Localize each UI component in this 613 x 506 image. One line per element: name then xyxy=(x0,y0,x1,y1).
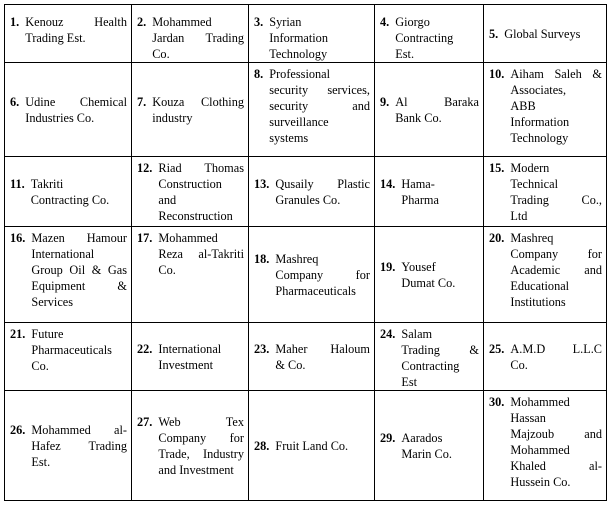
entry-number: 11. xyxy=(10,176,25,191)
company-name-line: Trading Est. xyxy=(25,31,86,45)
companies-table-body xyxy=(5,5,607,501)
company-name-line: Technical xyxy=(510,177,558,191)
entry-number: 9. xyxy=(380,94,390,109)
company-name-line: Company for xyxy=(510,247,602,261)
entry-number: 1. xyxy=(10,15,20,29)
company-name xyxy=(31,230,127,310)
table-row xyxy=(5,391,607,501)
entry-number: 28. xyxy=(254,438,270,453)
table-cell xyxy=(5,391,132,501)
company-name-line: Est xyxy=(401,375,418,389)
company-name-line: Information xyxy=(269,31,328,45)
company-name-line: Kouza Clothing xyxy=(152,94,244,109)
entry-number: 29. xyxy=(380,430,396,445)
company-name-line: ABB xyxy=(510,99,536,113)
entry-number: 3. xyxy=(254,15,264,29)
company-name-line: Global Surveys xyxy=(504,26,581,41)
table-cell xyxy=(132,5,249,63)
company-name-line: Contracting xyxy=(401,359,460,373)
company-name xyxy=(395,14,479,62)
table-row xyxy=(5,157,607,227)
table-cell xyxy=(5,63,132,157)
entry-number: 2. xyxy=(137,15,147,29)
table-cell xyxy=(132,63,249,157)
company-name-line: Marin Co. xyxy=(401,446,452,461)
table-cell xyxy=(249,157,375,227)
company-name-line: Yousef xyxy=(401,259,436,274)
company-name xyxy=(275,251,370,299)
company-name xyxy=(401,430,479,462)
company-name-line: Pharma xyxy=(401,192,439,207)
table-row xyxy=(5,63,607,157)
company-name-line: Future xyxy=(31,327,64,341)
table-row xyxy=(5,323,607,391)
entry-number: 22. xyxy=(137,341,153,356)
company-name xyxy=(504,26,602,42)
table-cell xyxy=(132,391,249,501)
company-name-line: Co. xyxy=(510,357,528,372)
company-name-line: International xyxy=(158,341,222,356)
company-name xyxy=(25,94,127,126)
table-cell xyxy=(5,157,132,227)
entry-number: 8. xyxy=(254,67,264,81)
table-cell xyxy=(484,323,607,391)
entry-number: 12. xyxy=(137,161,153,175)
company-name xyxy=(401,259,479,291)
table-cell xyxy=(132,227,249,323)
company-name-line: industry xyxy=(152,110,193,125)
entry-number: 14. xyxy=(380,176,396,191)
company-name-line: Mohammed xyxy=(152,15,212,29)
company-name-line: Investment xyxy=(158,357,214,372)
company-name-line: Mazen Hamour xyxy=(31,231,127,245)
company-name xyxy=(25,14,127,46)
table-cell xyxy=(375,157,484,227)
company-name-line: Ltd xyxy=(510,209,528,223)
company-name-line: Dumat Co. xyxy=(401,275,456,290)
company-name-line: Reza al-Takriti xyxy=(158,247,244,261)
company-name-line: Trading Co., xyxy=(510,193,602,207)
company-name xyxy=(395,94,479,126)
company-name-line: Company for xyxy=(158,430,244,445)
entry-number: 18. xyxy=(254,251,270,266)
table-cell xyxy=(375,5,484,63)
table-cell xyxy=(484,391,607,501)
company-name xyxy=(510,230,602,310)
company-name xyxy=(269,14,370,62)
company-name xyxy=(158,160,244,224)
company-name-line: Contracting Co. xyxy=(30,192,110,207)
company-name-line: Co. xyxy=(31,359,49,373)
table-cell xyxy=(132,157,249,227)
table-cell xyxy=(249,391,375,501)
company-name-line: A.M.D L.L.C xyxy=(510,341,602,356)
entry-number: 10. xyxy=(489,67,505,81)
company-name-line: Maher Haloum xyxy=(275,341,370,356)
company-name xyxy=(401,176,479,208)
company-name-line: Mohammed al- xyxy=(31,422,127,437)
company-name-line: Co. xyxy=(152,47,170,61)
company-name-line: Contracting xyxy=(395,31,454,45)
entry-number: 25. xyxy=(489,341,505,356)
company-name-line: Professional xyxy=(269,67,331,81)
company-name-line: Mohammed xyxy=(510,443,570,457)
company-name-line: Hassan xyxy=(510,411,546,425)
entry-number: 5. xyxy=(489,26,499,41)
entry-number: 16. xyxy=(10,231,26,245)
company-name xyxy=(510,341,602,373)
company-name-line: & Co. xyxy=(275,357,306,372)
company-name-line: Aiham Saleh & xyxy=(510,67,602,81)
table-cell xyxy=(249,5,375,63)
company-name-line: Reconstruction xyxy=(158,209,233,223)
company-name-line: Aarados xyxy=(401,430,443,445)
table-cell xyxy=(375,227,484,323)
table-cell xyxy=(484,5,607,63)
company-name-line: Services xyxy=(31,295,74,309)
table-cell xyxy=(5,323,132,391)
entry-number: 19. xyxy=(380,259,396,274)
table-cell xyxy=(5,5,132,63)
company-name xyxy=(31,422,127,470)
company-name-line: Technology xyxy=(510,131,569,145)
company-name-line: Information xyxy=(510,115,570,129)
company-name-line: Trading & xyxy=(401,343,479,357)
entry-number: 4. xyxy=(380,15,390,29)
table-cell xyxy=(249,63,375,157)
company-name-line: Granules Co. xyxy=(275,192,341,207)
company-name-line: Modern xyxy=(510,161,550,175)
company-name-line: Hussein Co. xyxy=(510,475,571,489)
company-name xyxy=(275,438,370,454)
company-name-line: security services, xyxy=(269,83,370,97)
companies-table xyxy=(4,4,607,501)
company-name xyxy=(275,341,370,373)
table-row xyxy=(5,227,607,323)
company-name-line: Riad Thomas xyxy=(158,161,244,175)
company-name xyxy=(31,176,127,208)
entry-number: 17. xyxy=(137,231,153,245)
company-name-line: Hama- xyxy=(401,176,435,191)
company-name xyxy=(401,326,479,390)
table-cell xyxy=(249,227,375,323)
company-name-line: Group Oil & Gas xyxy=(31,263,127,277)
company-name xyxy=(152,14,244,62)
entry-number: 20. xyxy=(489,231,505,245)
entry-number: 15. xyxy=(489,161,505,175)
company-name xyxy=(510,394,602,490)
company-name-line: Academic and xyxy=(510,263,602,277)
company-name-line: Est. xyxy=(395,47,415,61)
company-name-line: and xyxy=(158,193,177,207)
table-cell xyxy=(375,391,484,501)
company-name-line: Mohammed xyxy=(510,395,570,409)
company-name-line: Associates, xyxy=(510,83,567,97)
company-name-line: Construction xyxy=(158,177,222,191)
company-name xyxy=(510,66,602,146)
table-cell xyxy=(484,63,607,157)
company-name-line: Bank Co. xyxy=(395,110,442,125)
company-name-line: Est. xyxy=(31,454,51,469)
company-name-line: Khaled al- xyxy=(510,459,602,473)
company-name xyxy=(269,66,370,146)
company-name-line: systems xyxy=(269,131,309,145)
entry-number: 30. xyxy=(489,395,505,409)
company-name xyxy=(152,94,244,126)
company-name-line: Web Tex xyxy=(158,414,244,429)
table-cell xyxy=(375,323,484,391)
company-name-line: Hafez Trading xyxy=(31,438,127,453)
company-name-line: Fruit Land Co. xyxy=(275,438,349,453)
company-name-line: Equipment & xyxy=(31,279,127,293)
company-name xyxy=(158,341,244,373)
company-name-line: Mohammed xyxy=(158,231,218,245)
company-name-line: International xyxy=(31,247,95,261)
company-name-line: Industries Co. xyxy=(25,110,95,125)
company-name-line: Institutions xyxy=(510,295,566,309)
company-name xyxy=(510,160,602,224)
company-name-line: Co. xyxy=(158,263,176,277)
company-name-line: Al Baraka xyxy=(395,94,479,109)
table-cell xyxy=(375,63,484,157)
entry-number: 6. xyxy=(10,94,20,109)
company-name xyxy=(158,414,244,478)
company-name-line: Salam xyxy=(401,327,433,341)
company-name-line: Educational xyxy=(510,279,570,293)
company-name-line: Mashreq xyxy=(275,251,319,266)
entry-number: 23. xyxy=(254,341,270,356)
table-cell xyxy=(132,323,249,391)
company-name-line: Udine Chemical xyxy=(25,94,127,109)
company-name-line: Pharmaceuticals xyxy=(275,283,356,298)
company-name xyxy=(31,326,127,374)
entry-number: 7. xyxy=(137,94,147,109)
table-cell xyxy=(484,157,607,227)
company-name-line: surveillance xyxy=(269,115,329,129)
company-name-line: and Investment xyxy=(158,462,234,477)
company-name xyxy=(275,176,370,208)
entry-number: 26. xyxy=(10,422,26,437)
table-cell xyxy=(5,227,132,323)
company-name xyxy=(158,230,244,278)
company-name-line: Technology xyxy=(269,47,328,61)
table-row xyxy=(5,5,607,63)
company-name-line: Company for xyxy=(275,267,370,282)
table-cell xyxy=(484,227,607,323)
company-name-line: Takriti xyxy=(30,176,64,191)
company-name-line: Kenouz Health xyxy=(25,15,127,29)
table-cell xyxy=(249,323,375,391)
company-name-line: Syrian xyxy=(269,15,302,29)
entry-number: 21. xyxy=(10,327,26,341)
entry-number: 27. xyxy=(137,414,153,429)
company-name-line: Mashreq xyxy=(510,231,554,245)
company-name-line: Giorgo xyxy=(395,15,430,29)
company-name-line: security and xyxy=(269,99,370,113)
company-name-line: Qusaily Plastic xyxy=(275,176,370,191)
entry-number: 24. xyxy=(380,327,396,341)
entry-number: 13. xyxy=(254,176,270,191)
company-name-line: Pharmaceuticals xyxy=(31,343,112,357)
company-name-line: Majzoub and xyxy=(510,427,602,441)
company-name-line: Jardan Trading xyxy=(152,31,244,45)
company-name-line: Trade, Industry xyxy=(158,446,244,461)
